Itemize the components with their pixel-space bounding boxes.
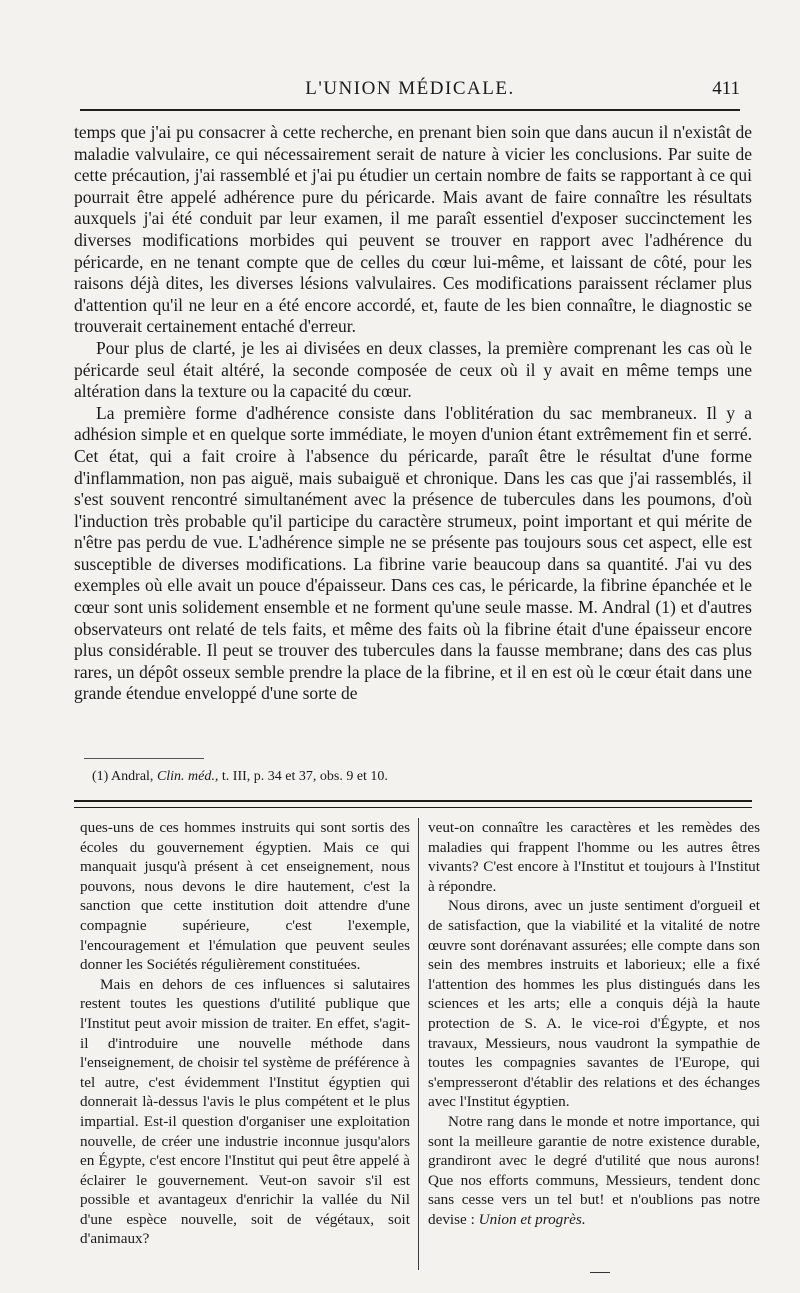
header-rule [80,109,740,111]
page-number: 411 [712,78,740,99]
paragraph: veut-on connaître les caractères et les remèdes des maladies qui frappent l'homme ou les autres êtres vivants? C'est encore à l'Institut et toujours à l'Institut à répondre. [428,819,760,895]
motto: Union et progrès. [478,1210,586,1228]
right-column [428,818,760,1229]
section-separator [74,800,752,808]
paragraph [428,1112,760,1230]
paragraph: temps que j'ai pu consacrer à cette recherche, en prenant bien soin que dans aucun il n'existât de maladie valvulaire, ce qui nécessairement serait de nature à vicier les conclusions. Par suite de cette précaution, j'ai rassemblé et j'ai pu étudier un certain nombre de faits se rapportant à ce qui pourrait être appelé adhérence pure du péricarde. Mais avant de faire connaître les résultats auxquels j'ai été conduit par leur examen, il me paraît essentiel d'exposer succinctement les diverses modifications morbides qui peuvent se trouver en rapport avec l'adhérence du péricarde, en ne tenant compte que de celles du cœur lui-même, et laissant de côté, pour les raisons déjà dites, les diverses lésions valvulaires. Ces modifications paraissent réclamer plus d'attention qu'il ne leur en a été encore accordé, et, faute de les bien connaître, le diagnostic se trouverait certainement entaché d'erreur. [74,122,752,337]
paragraph: Mais en dehors de ces influences si salutaires restent toutes les questions d'utilité publique que l'Institut peut avoir mission de traiter. En effet, s'agit-il d'introduire une nouvelle méthode dans l'enseignement, de choisir tel système de préférence à tel autre, c'est évidemment l'Institut égyptien qui donnerait là-dessus l'avis le plus compétent et le plus impartial. Est-il question d'organiser une exploitation nouvelle, de créer une industrie inconnue jusqu'alors en Égypte, c'est encore l'Institut qui peut être appelé à éclairer le gouvernement. Veut-on savoir s'il est possible et avantageux d'enrichir la vallée du Nil d'une espèce nouvelle, soit de végétaux, soit d'animaux? [80,975,410,1248]
paragraph: ques-uns de ces hommes instruits qui sont sortis des écoles du gouvernement égyptien. Mais ce qui manquait jusqu'à présent à cet enseignement, nous pouvons, nous devons le dire hautement, c'est la sanction que cette institution doit attendre d'une compagnie supérieure, c'est l'exemple, l'encouragement et l'émulation que peuvent seules donner les Sociétés régulièrement constituées. [80,819,410,974]
paragraph: La première forme d'adhérence consiste dans l'oblitération du sac membraneux. Il y a adhésion simple et en quelque sorte immédiate, le moyen d'union étant extrêmement fin et serré. Cet état, qui a fait croire à l'absence du péricarde, paraît être le résultat d'une forme d'inflammation, non pas aiguë, mais subaiguë et chronique. Dans les cas que j'ai rassemblés, il s'est souvent rencontré simultanément avec la présence de tubercules dans les poumons, d'où l'induction très probable qu'il participe du caractère strumeux, point important et qui mérite de n'être pas perdu de vue. L'adhérence simple ne se présente pas toujours sous cet aspect, elle est susceptible de diverses modifications. La fibrine varie beaucoup dans sa quantité. J'ai vu des exemples où elle avait un pouce d'épaisseur. Dans ces cas, le péricarde, la fibrine épanchée et le cœur sont unis solidement ensemble et ne forment qu'une seule masse. M. Andral (1) et d'autres observateurs ont relaté de tels faits, et même des faits où la fibrine était d'une épaisseur encore plus considérable. Il peut se trouver des tubercules dans la fausse membrane; dans des cas plus rares, un dépôt osseux semble prendre la place de la fibrine, et il en est où le cœur était dans une grande étendue enveloppé d'une sorte de [74,402,752,704]
closing-text: Notre rang dans le monde et notre importance, qui sont la meilleure garantie de notre existence durable, grandiront avec le degré d'utilité que nous aurons! Que nos efforts communs, Messieurs, tendent donc sans cesse vers un tel but! et n'oublions pas notre devise : [428,1112,760,1228]
running-head [80,78,740,104]
footnote-rule [84,758,204,759]
footnote-prefix: (1) Andral, [92,769,157,784]
article-body [74,122,752,705]
end-dash [590,1272,610,1273]
column-divider [418,818,419,1270]
footnote [92,768,388,786]
left-column [80,818,410,1249]
footnote-work-title: Clin. méd. [156,769,215,784]
journal-title: L'UNION MÉDICALE. [305,78,515,99]
paragraph: Nous dirons, avec un juste sentiment d'orgueil et de satisfaction, que la viabilité et la vitalité de notre œuvre sont dorénavant assurées; elle compte dans son sein des membres instruits et laborieux; elle a fixé l'attention des hommes les plus distingués dans les sciences et les arts; elle a conquis déjà la haute protection de S. A. le vice-roi d'Égypte, et nos travaux, Messieurs, nous vaudront la sympathie de toutes les compagnies savantes de l'Europe, qui s'empresseront d'établir des relations et des échanges avec l'Institut égyptien. [428,897,760,1111]
paragraph: Pour plus de clarté, je les ai divisées en deux classes, la première comprenant les cas où le péricarde seul était altéré, la seconde composée de ceux où il y avait en même temps une altération dans la texture ou la capacité du cœur. [74,337,752,402]
footnote-suffix: , t. III, p. 34 et 37, obs. 9 et 10. [214,769,388,784]
